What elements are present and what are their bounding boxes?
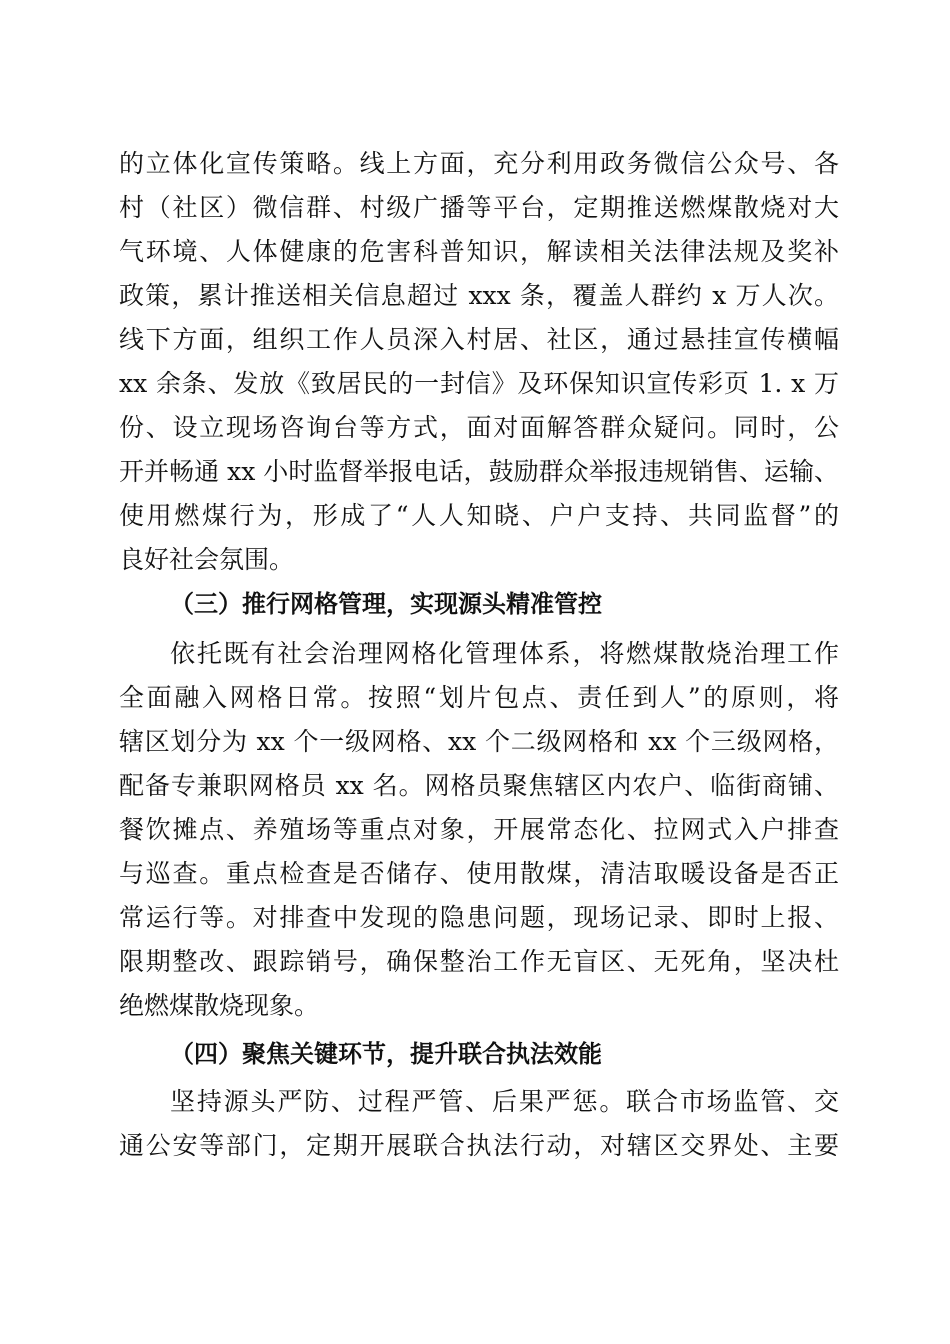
- text-line: 村（社区）微信群、村级广播等平台，定期推送燃煤散烧对大: [119, 193, 839, 222]
- text-line: 使用燃煤行为，形成了“人人知晓、户户支持、共同监督”的: [119, 501, 839, 530]
- text-line: xx 余条、发放《致居民的一封信》及环保知识宣传彩页 1. x 万: [119, 369, 839, 398]
- text-line: 线下方面，组织工作人员深入村居、社区，通过悬挂宣传横幅: [119, 325, 839, 354]
- text-line: 限期整改、跟踪销号，确保整治工作无盲区、无死角，坚决杜: [119, 947, 839, 976]
- text-line: 通公安等部门，定期开展联合执法行动，对辖区交界处、主要: [119, 1131, 839, 1160]
- text-line: 与巡查。重点检查是否储存、使用散煤，清洁取暖设备是否正: [119, 859, 839, 888]
- text-line: 开并畅通 xx 小时监督举报电话，鼓励群众举报违规销售、运输、: [119, 457, 839, 486]
- text-line: 常运行等。对排查中发现的隐患问题，现场记录、即时上报、: [119, 903, 839, 932]
- text-line: 全面融入网格日常。按照“划片包点、责任到人”的原则，将: [119, 683, 839, 712]
- text-line: 餐饮摊点、养殖场等重点对象，开展常态化、拉网式入户排查: [119, 815, 839, 844]
- text-line: 配备专兼职网格员 xx 名。网格员聚焦辖区内农户、临街商铺、: [119, 771, 839, 800]
- text-line: 依托既有社会治理网格化管理体系，将燃煤散烧治理工作: [170, 639, 839, 668]
- section-heading-4: （四）聚焦关键环节，提升联合执法效能: [170, 1040, 602, 1068]
- text-line: 辖区划分为 xx 个一级网格、xx 个二级网格和 xx 个三级网格，: [119, 727, 839, 756]
- text-line: 良好社会氛围。: [119, 545, 295, 574]
- section-heading-3: （三）推行网格管理，实现源头精准管控: [170, 590, 602, 618]
- text-line: 绝燃煤散烧现象。: [119, 991, 320, 1020]
- text-line: 气环境、人体健康的危害科普知识，解读相关法律法规及奖补: [119, 237, 839, 266]
- text-line: 政策，累计推送相关信息超过 xxx 条，覆盖人群约 x 万人次。: [119, 281, 839, 310]
- text-line: 份、设立现场咨询台等方式，面对面解答群众疑问。同时，公: [119, 413, 839, 442]
- text-line: 坚持源头严防、过程严管、后果严惩。联合市场监管、交: [170, 1087, 839, 1116]
- text-line: 的立体化宣传策略。线上方面，充分利用政务微信公众号、各: [119, 149, 839, 178]
